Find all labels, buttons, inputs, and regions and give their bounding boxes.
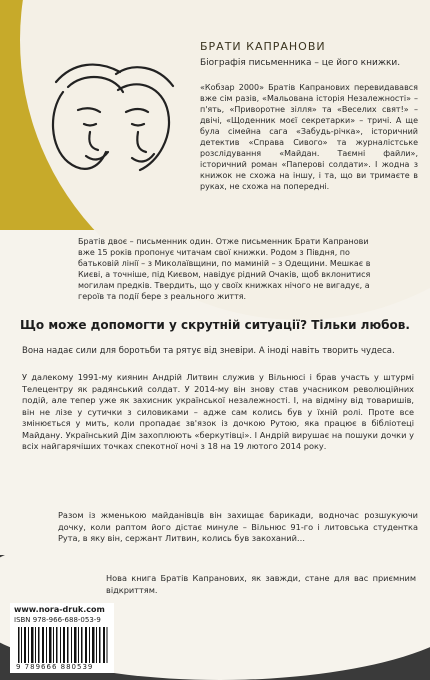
- closing-note: Нова книга Братів Капранових, як завжди, стане для вас приємним відкриттям.: [106, 573, 416, 595]
- authors-portrait-drawing: [28, 52, 188, 212]
- book-lead: Вона надає сили для боротьби та рятує від зневіри. А іноді навіть творить чудеса.: [22, 346, 395, 356]
- author-bio: «Кобзар 2000» Братів Капранових перевидавався вже сім разів, «Мальована історія Незалежності» – п'ять, «Приворотне зілля» та «Веселих свят!» – двічі, «Щоденник моєї секретарки» – тричі. А ще була сімейна сага «Забудь-річка», історичний детектив «Справа Сивого» та журналістське розслідування «Майдан. Таємні файли», історичний роман «Паперові солдати». І жодна з книжок не схожа на іншу, і та, що ви тримаєте в руках, не схожа на попередні.: [200, 83, 418, 191]
- book-description: У далекому 1991-му киянин Андрій Литвин служив у Вільнюсі і брав участь у штурмі Телецентру як радянський солдат. У 2014-му він знову став учасником революційних подій, але тепер уже як захисник української незалежності. І, на відміну від товаришів, він не лізе у сутички з силовиками – адже сам колись був у їхній ролі. Проте все змінюється у мить, коли пропадає зв'язок із дочкою Рутою, яка працює в бібліотеці Майдану. Український Дім захоплюють «беркутівці». І Андрій вирушає на пошуки дочки у всіх найгарячіших точках спекотної ночі з 18 на 19 лютого 2014 року.: [22, 372, 414, 451]
- barcode-digits: 9 789666 880539: [16, 663, 94, 671]
- book-headline: Що може допомогти у скрутній ситуації? Тільки любов.: [20, 318, 410, 332]
- isbn-number: ISBN 978-966-688-053-9: [14, 616, 101, 624]
- author-bio-continued: Братів двоє – письменник один. Отже письменник Брати Капранови вже 15 років пропонує читачам свої книжки. Родом з Півдня, по батьковій лінії – з Миколаївщини, по маминій – з Одещини. Мешкає в Києві, а точніше, під Києвом, навідує рідний Очаків, щоб вклонитися могилам предків. Твердить, що у своїх книжках нічого не вигадує, а героїв та події бере з реального життя.: [78, 237, 371, 301]
- author-tagline: Біографія письменника – це його книжки.: [200, 58, 401, 68]
- book-quote: Разом із жменькою майданівців він захищає барикади, водночас розшукуючи дочку, коли раптом його дістає минуле – Вільнюс 91-го і литовська студентка Рута, в яку він, сержант Литвин, колись був закоханий…: [58, 510, 418, 543]
- publisher-site: www.nora-druk.com: [14, 605, 105, 614]
- author-heading: БРАТИ КАПРАНОВИ: [200, 40, 326, 53]
- barcode-bars: [18, 627, 108, 663]
